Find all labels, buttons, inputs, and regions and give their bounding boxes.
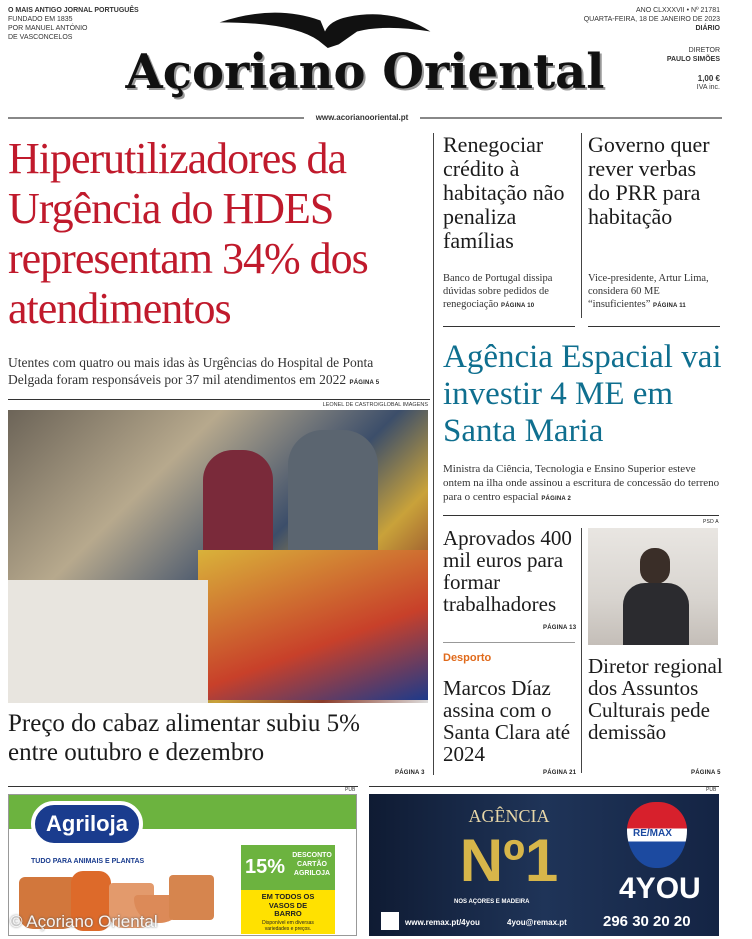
supermarket-photo xyxy=(8,410,428,703)
header-left xyxy=(8,6,139,42)
photo-credit: LEONEL DE CASTRO/GLOBAL IMAGENS xyxy=(322,402,428,408)
ad-region: NOS AÇORES E MADEIRA xyxy=(454,899,530,905)
story-summary xyxy=(443,462,723,506)
offer-text: EM TODOS OS VASOS DE BARRO xyxy=(261,892,315,918)
photo-story-headline[interactable]: Preço do cabaz alimentar subiu 5% entre outubro e dezembro xyxy=(8,710,360,766)
story-summary-text: Banco de Portugal dissipa dúvidas sobre pedidos de renegociação xyxy=(443,273,553,310)
founded-line: FUNDADO EM 1835 xyxy=(8,16,73,23)
divider xyxy=(443,326,575,327)
discount-box xyxy=(241,845,335,890)
story-headline[interactable]: Aprovados 400 mil euros para formar trabalhadores xyxy=(443,526,572,616)
section-label[interactable]: Desporto xyxy=(443,652,492,664)
ad-tagline: TUDO PARA ANIMAIS E PLANTAS xyxy=(31,858,145,865)
vat-note: IVA inc. xyxy=(696,84,720,91)
page-ref: PÁGINA 21 xyxy=(543,770,577,776)
story-summary-text: Ministra da Ciência, Tecnologia e Ensino Superior esteve ontem na ilha onde assinou a escritura de concessão do terreno para o centro espacial xyxy=(443,463,720,503)
column-divider xyxy=(581,528,582,773)
frequency: DIÁRIO xyxy=(695,25,720,32)
ad-label: PUB xyxy=(345,787,356,793)
ad-email[interactable]: 4you@remax.pt xyxy=(507,918,567,927)
eagle-logo-icon xyxy=(210,4,440,48)
ad-website[interactable]: www.remax.pt/4you xyxy=(405,918,480,927)
divider xyxy=(588,326,720,327)
page-ref: PÁGINA 13 xyxy=(543,625,577,631)
issue-number: ANO CLXXXVII • Nº 21781 xyxy=(636,7,720,14)
lead-deck xyxy=(8,354,418,392)
photo-label: PSD A xyxy=(703,519,719,525)
masthead: Açoriano Oriental xyxy=(125,44,605,100)
divider xyxy=(369,786,719,787)
shopping-cart xyxy=(198,550,428,700)
page-ref: PÁGINA 10 xyxy=(501,303,535,309)
offer-note: Disponível em diversas variedades e preços. xyxy=(262,919,314,932)
divider xyxy=(8,399,430,400)
header-right xyxy=(584,6,720,33)
ad-phone[interactable]: 296 30 20 20 xyxy=(603,913,691,930)
story-summary-text: Vice-presidente, Artur Lima, considera 60 ME “insuficientes” xyxy=(588,273,709,310)
page-ref: PÁGINA 3 xyxy=(395,770,425,776)
header-rule xyxy=(8,117,304,119)
story-headline[interactable]: Agência Espacial vai investir 4 ME em Santa Maria xyxy=(443,339,722,449)
watermark: © Açoriano Oriental xyxy=(10,912,158,931)
story-headline[interactable]: Diretor regional dos Assuntos Culturais pede demissão xyxy=(588,654,723,744)
remax-ad[interactable] xyxy=(369,794,719,936)
story-headline[interactable]: Renegociar crédito à habitação não penaliza famílias xyxy=(443,132,565,253)
remax-balloon-icon xyxy=(627,802,687,868)
lead-headline[interactable]: Hiperutilizadores da Urgência do HDES representam 34% dos atendimentos xyxy=(8,134,368,333)
website-link[interactable]: www.acorianooriental.pt xyxy=(315,113,409,122)
ad-rank: Nº1 xyxy=(459,827,559,894)
page-ref: PÁGINA 5 xyxy=(691,770,721,776)
page-ref: PÁGINA 5 xyxy=(349,380,380,386)
founded-line: DE VASCONCELOS xyxy=(8,34,73,41)
issue-date: QUARTA-FEIRA, 18 DE JANEIRO DE 2023 xyxy=(583,16,720,23)
tagline: O MAIS ANTIGO JORNAL PORTUGUÊS xyxy=(8,7,139,14)
founded-line: POR MANUEL ANTÓNIO xyxy=(8,25,88,32)
director-name: PAULO SIMÕES xyxy=(666,56,720,63)
lead-deck-text: Utentes com quatro ou mais idas às Urgências do Hospital de Ponta Delgada foram responsáveis por 37 mil atendimentos em 2022 xyxy=(8,355,374,387)
story-summary xyxy=(588,272,723,313)
discount-percent: 15% xyxy=(245,856,286,878)
story-summary xyxy=(443,272,578,313)
price: 1,00 € xyxy=(697,74,720,83)
page-ref: PÁGINA 11 xyxy=(653,303,686,309)
story-headline[interactable]: Governo quer rever verbas do PRR para habitação xyxy=(588,132,710,229)
page-ref: PÁGINA 2 xyxy=(541,496,572,502)
portrait-head xyxy=(640,548,670,584)
divider xyxy=(443,515,719,516)
column-divider xyxy=(581,133,582,318)
discount-text: DESCONTO CARTÃO AGRILOJA xyxy=(292,852,332,877)
portrait-body xyxy=(623,583,689,645)
ad-title: AGÊNCIA xyxy=(468,806,550,826)
header-right-lower xyxy=(660,46,720,92)
agriloja-logo: Agriloja xyxy=(31,801,143,847)
agency-name: 4YOU xyxy=(619,872,701,905)
offer-box xyxy=(241,890,335,934)
divider xyxy=(8,786,358,787)
clay-pot xyxy=(169,875,214,920)
column-divider xyxy=(433,133,434,775)
story-headline[interactable]: Marcos Díaz assina com o Santa Clara até 2024 xyxy=(443,676,571,766)
director-photo xyxy=(588,528,718,645)
remax-logo: RE/MAX xyxy=(633,828,672,839)
qr-code-icon xyxy=(381,912,399,930)
director-label: DIRETOR xyxy=(688,47,720,54)
divider xyxy=(443,642,575,643)
header-rule xyxy=(420,117,722,119)
ad-label: PUB xyxy=(706,787,717,793)
produce-display xyxy=(8,580,208,703)
